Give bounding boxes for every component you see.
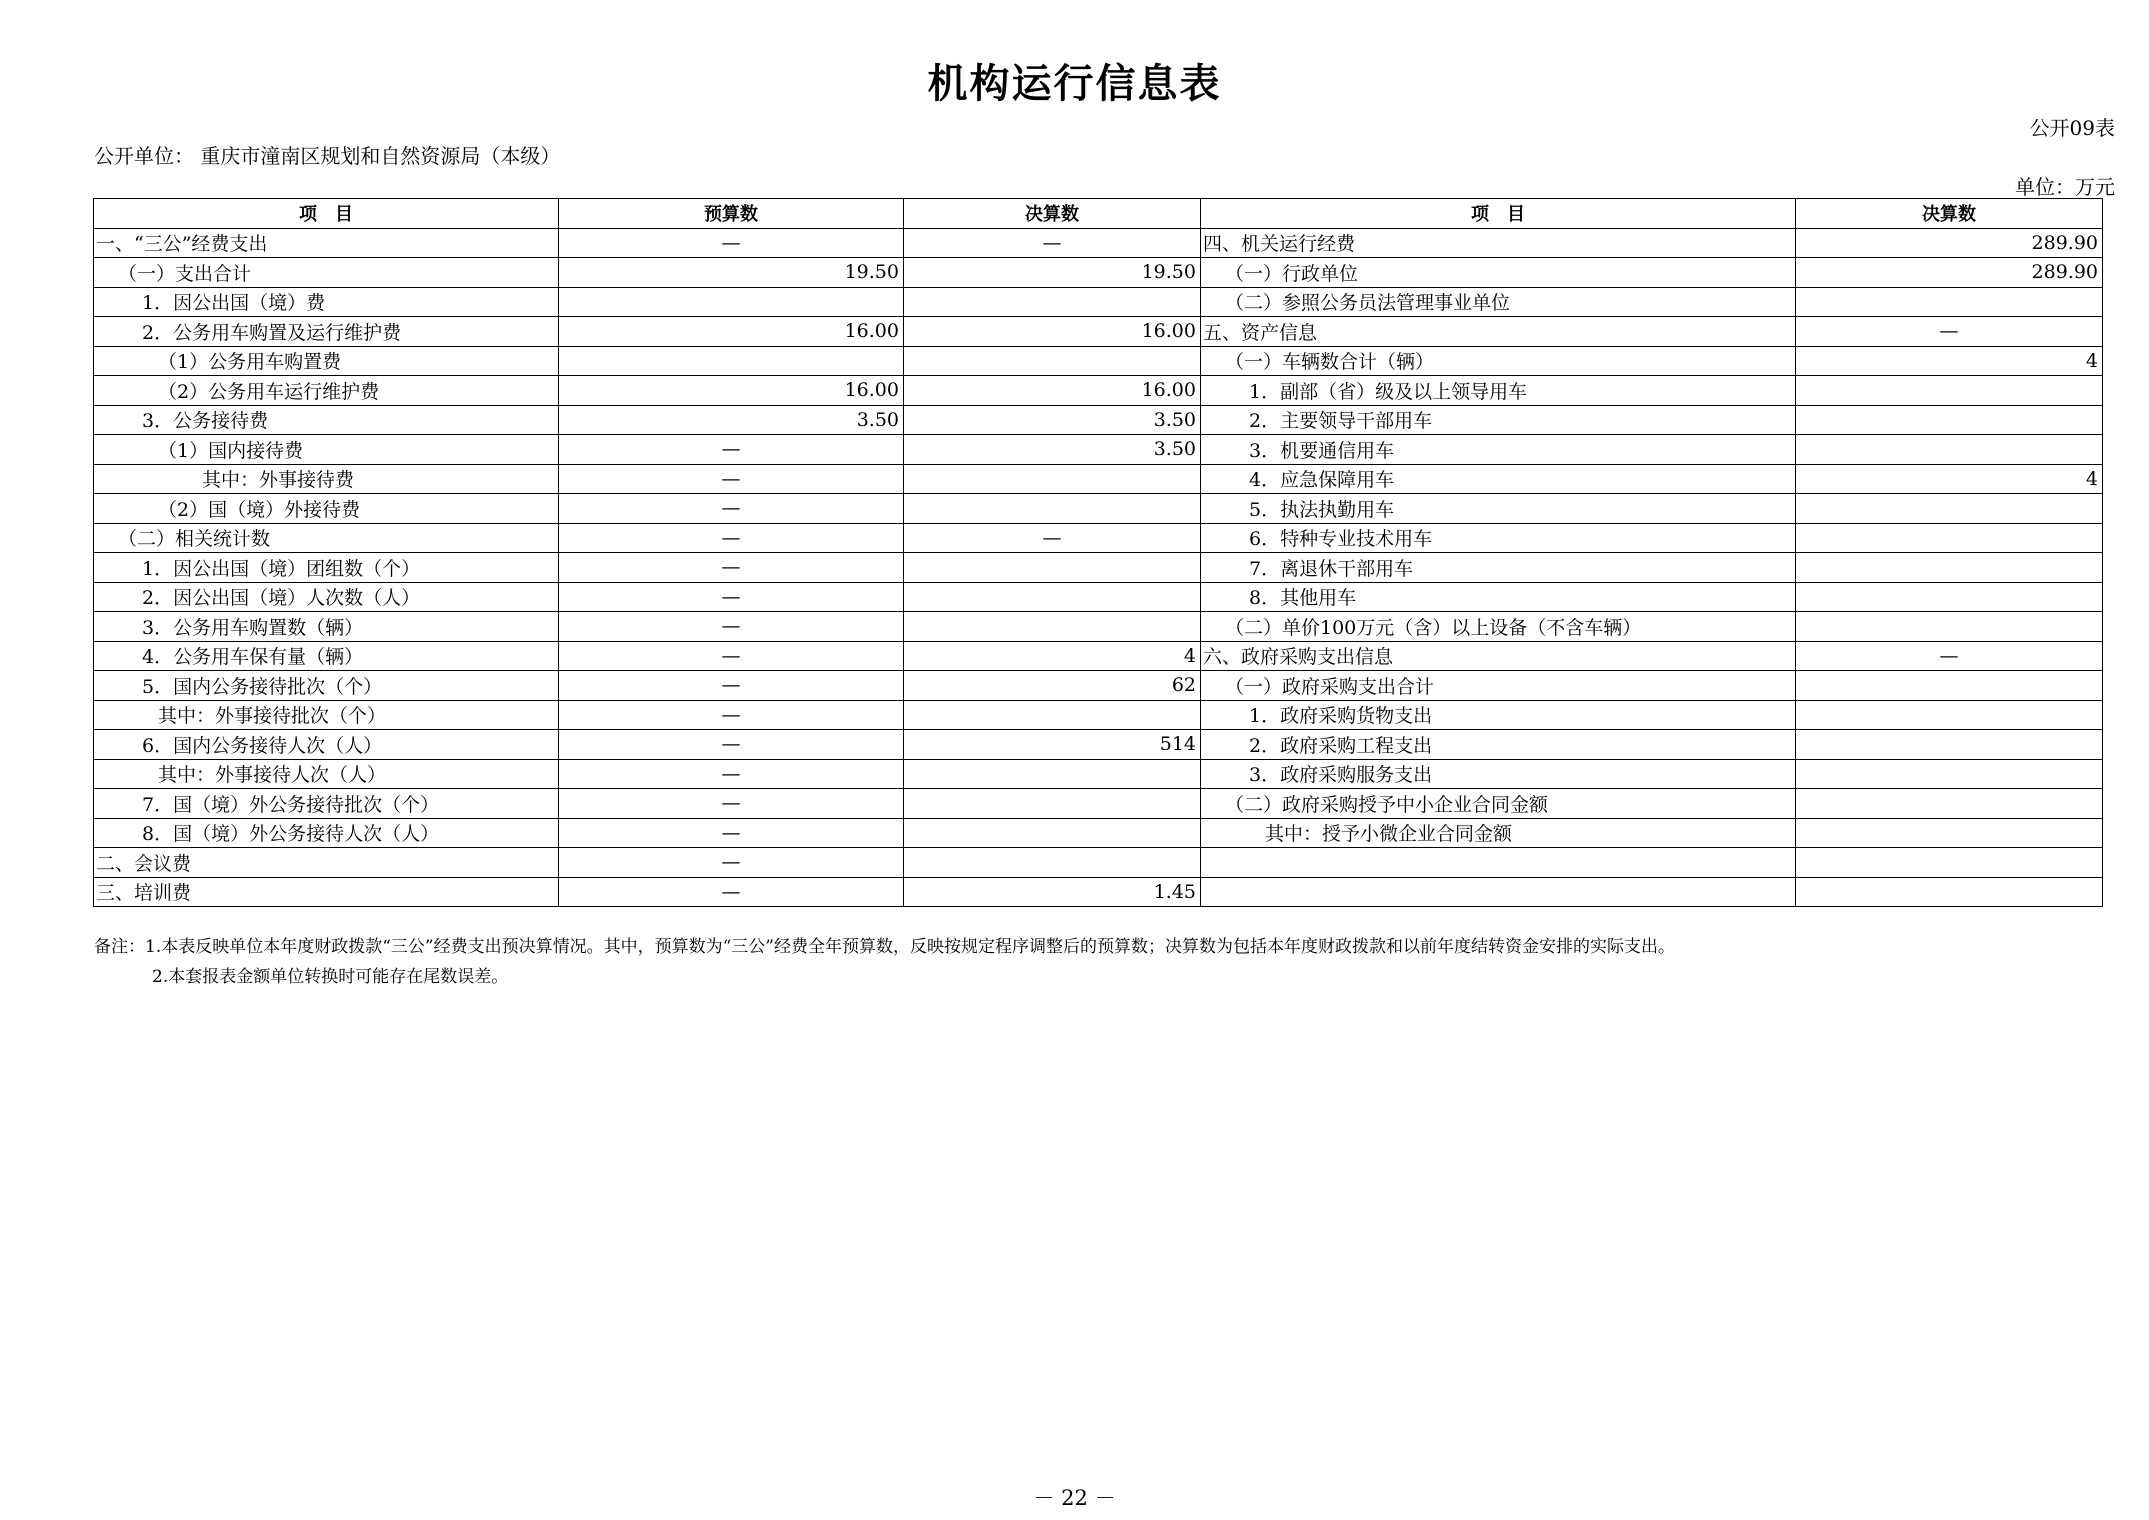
left-item-cell: 1．因公出国（境）团组数（个） <box>94 553 559 583</box>
table-row <box>94 405 2103 435</box>
org-name: 重庆市潼南区规划和自然资源局（本级） <box>200 144 561 168</box>
left-final-cell: 62 <box>904 671 1201 701</box>
left-final-cell <box>904 848 1201 878</box>
table-row <box>94 848 2103 878</box>
right-item-cell: 1．副部（省）级及以上领导用车 <box>1201 376 1796 406</box>
left-budget-cell: — <box>559 612 904 642</box>
right-item-cell: 3．机要通信用车 <box>1201 435 1796 465</box>
right-item-cell: （一）车辆数合计（辆） <box>1201 346 1796 376</box>
currency-unit: 单位：万元 <box>2015 175 2115 199</box>
header-left-item: 项 目 <box>94 199 559 229</box>
table-row <box>94 435 2103 465</box>
left-item-cell: 7．国（境）外公务接待批次（个） <box>94 789 559 819</box>
left-budget-cell: — <box>559 435 904 465</box>
left-budget-cell: 16.00 <box>559 317 904 347</box>
table-row <box>94 317 2103 347</box>
right-item-cell: （一）行政单位 <box>1201 258 1796 288</box>
table-row <box>94 287 2103 317</box>
left-final-cell: 16.00 <box>904 376 1201 406</box>
left-final-cell: 3.50 <box>904 435 1201 465</box>
right-final-cell <box>1796 848 2103 878</box>
right-item-cell: 6．特种专业技术用车 <box>1201 523 1796 553</box>
left-budget-cell: — <box>559 582 904 612</box>
header-right-item: 项 目 <box>1201 199 1796 229</box>
right-final-cell <box>1796 523 2103 553</box>
left-final-cell <box>904 818 1201 848</box>
table-row <box>94 464 2103 494</box>
left-final-cell <box>904 700 1201 730</box>
right-final-cell <box>1796 759 2103 789</box>
left-final-cell <box>904 789 1201 819</box>
right-final-cell: 289.90 <box>1796 228 2103 258</box>
left-item-cell: 3．公务接待费 <box>94 405 559 435</box>
right-final-cell <box>1796 877 2103 907</box>
left-final-cell: 19.50 <box>904 258 1201 288</box>
left-budget-cell: — <box>559 759 904 789</box>
header-left-final: 决算数 <box>904 199 1201 229</box>
right-item-cell: 5．执法执勤用车 <box>1201 494 1796 524</box>
right-item-cell: 2．政府采购工程支出 <box>1201 730 1796 760</box>
left-item-cell: 2．公务用车购置及运行维护费 <box>94 317 559 347</box>
page-title: 机构运行信息表 <box>927 61 1222 107</box>
left-final-cell <box>904 287 1201 317</box>
table-row <box>94 671 2103 701</box>
left-item-cell: （2）公务用车运行维护费 <box>94 376 559 406</box>
right-item-cell <box>1201 877 1796 907</box>
right-item-cell: （二）单价100万元（含）以上设备（不含车辆） <box>1201 612 1796 642</box>
note-2: 2.本套报表金额单位转换时可能存在尾数误差。 <box>152 967 509 987</box>
left-final-cell: 16.00 <box>904 317 1201 347</box>
left-budget-cell: 19.50 <box>559 258 904 288</box>
left-item-cell: 4．公务用车保有量（辆） <box>94 641 559 671</box>
left-item-cell: 3．公务用车购置数（辆） <box>94 612 559 642</box>
form-number: 公开09表 <box>2029 116 2115 140</box>
left-final-cell <box>904 553 1201 583</box>
right-final-cell <box>1796 435 2103 465</box>
right-item-cell: 8．其他用车 <box>1201 582 1796 612</box>
right-final-cell: — <box>1796 317 2103 347</box>
table-row <box>94 759 2103 789</box>
left-budget-cell <box>559 346 904 376</box>
right-final-cell <box>1796 612 2103 642</box>
left-final-cell: 3.50 <box>904 405 1201 435</box>
right-final-cell: 289.90 <box>1796 258 2103 288</box>
right-final-cell <box>1796 494 2103 524</box>
right-final-cell <box>1796 818 2103 848</box>
left-final-cell: 1.45 <box>904 877 1201 907</box>
left-budget-cell: — <box>559 641 904 671</box>
left-item-cell: 5．国内公务接待批次（个） <box>94 671 559 701</box>
left-item-cell: 6．国内公务接待人次（人） <box>94 730 559 760</box>
left-budget-cell: — <box>559 671 904 701</box>
table-row <box>94 789 2103 819</box>
left-item-cell: 其中：外事接待人次（人） <box>94 759 559 789</box>
left-item-cell: 一、“三公”经费支出 <box>94 228 559 258</box>
left-item-cell: 1．因公出国（境）费 <box>94 287 559 317</box>
table-body <box>94 228 2103 907</box>
right-item-cell <box>1201 848 1796 878</box>
table-row <box>94 523 2103 553</box>
left-item-cell: （一）支出合计 <box>94 258 559 288</box>
right-final-cell <box>1796 789 2103 819</box>
page-number: － 22 － <box>1033 1486 1116 1510</box>
right-item-cell: （二）参照公务员法管理事业单位 <box>1201 287 1796 317</box>
left-item-cell: （二）相关统计数 <box>94 523 559 553</box>
info-table <box>93 198 2103 907</box>
note-1: 备注：1.本表反映单位本年度财政拨款“三公”经费支出预决算情况。其中，预算数为“三公”经费全年预算数，反映按规定程序调整后的预算数；决算数为包括本年度财政拨款和以前年度结转资金安排的实际支出。 <box>94 937 1675 957</box>
right-final-cell <box>1796 730 2103 760</box>
left-budget-cell: — <box>559 553 904 583</box>
left-final-cell: 514 <box>904 730 1201 760</box>
right-final-cell <box>1796 553 2103 583</box>
right-final-cell <box>1796 582 2103 612</box>
left-final-cell <box>904 346 1201 376</box>
left-budget-cell <box>559 287 904 317</box>
right-item-cell: 其中：授予小微企业合同金额 <box>1201 818 1796 848</box>
left-item-cell: （1）国内接待费 <box>94 435 559 465</box>
left-final-cell: — <box>904 228 1201 258</box>
left-budget-cell: — <box>559 700 904 730</box>
right-item-cell: 2．主要领导干部用车 <box>1201 405 1796 435</box>
table-row <box>94 818 2103 848</box>
table-row <box>94 228 2103 258</box>
left-budget-cell: — <box>559 789 904 819</box>
table-row <box>94 730 2103 760</box>
right-item-cell: 4．应急保障用车 <box>1201 464 1796 494</box>
left-final-cell <box>904 759 1201 789</box>
right-final-cell: 4 <box>1796 346 2103 376</box>
left-budget-cell: — <box>559 523 904 553</box>
left-item-cell: （2）国（境）外接待费 <box>94 494 559 524</box>
org-label: 公开单位： <box>94 144 194 168</box>
right-final-cell <box>1796 287 2103 317</box>
notes <box>94 932 1675 992</box>
left-budget-cell: — <box>559 464 904 494</box>
left-budget-cell: — <box>559 818 904 848</box>
left-final-cell <box>904 612 1201 642</box>
right-item-cell: （一）政府采购支出合计 <box>1201 671 1796 701</box>
table-row <box>94 258 2103 288</box>
right-item-cell: 四、机关运行经费 <box>1201 228 1796 258</box>
left-final-cell: — <box>904 523 1201 553</box>
left-item-cell: 其中：外事接待费 <box>94 464 559 494</box>
left-final-cell <box>904 464 1201 494</box>
right-item-cell: 六、政府采购支出信息 <box>1201 641 1796 671</box>
table-row <box>94 494 2103 524</box>
right-final-cell: 4 <box>1796 464 2103 494</box>
left-budget-cell: 3.50 <box>559 405 904 435</box>
right-item-cell: 五、资产信息 <box>1201 317 1796 347</box>
table-row <box>94 376 2103 406</box>
publishing-unit <box>94 142 564 171</box>
right-final-cell <box>1796 376 2103 406</box>
table-row <box>94 641 2103 671</box>
left-budget-cell: 16.00 <box>559 376 904 406</box>
left-budget-cell: — <box>559 228 904 258</box>
left-final-cell: 4 <box>904 641 1201 671</box>
left-budget-cell: — <box>559 848 904 878</box>
left-budget-cell: — <box>559 494 904 524</box>
right-final-cell <box>1796 405 2103 435</box>
table-row <box>94 700 2103 730</box>
left-item-cell: （1）公务用车购置费 <box>94 346 559 376</box>
left-item-cell: 2．因公出国（境）人次数（人） <box>94 582 559 612</box>
left-final-cell <box>904 494 1201 524</box>
right-final-cell: — <box>1796 641 2103 671</box>
table-row <box>94 346 2103 376</box>
right-item-cell: 3．政府采购服务支出 <box>1201 759 1796 789</box>
left-budget-cell: — <box>559 730 904 760</box>
header-right-final: 决算数 <box>1796 199 2103 229</box>
left-item-cell: 其中：外事接待批次（个） <box>94 700 559 730</box>
left-item-cell: 三、培训费 <box>94 877 559 907</box>
right-item-cell: 1．政府采购货物支出 <box>1201 700 1796 730</box>
right-final-cell <box>1796 671 2103 701</box>
left-budget-cell: — <box>559 877 904 907</box>
table-row <box>94 612 2103 642</box>
table-row <box>94 877 2103 907</box>
left-item-cell: 二、会议费 <box>94 848 559 878</box>
right-item-cell: （二）政府采购授予中小企业合同金额 <box>1201 789 1796 819</box>
left-final-cell <box>904 582 1201 612</box>
left-item-cell: 8．国（境）外公务接待人次（人） <box>94 818 559 848</box>
table-header-row <box>94 199 2103 229</box>
table-row <box>94 582 2103 612</box>
table-row <box>94 553 2103 583</box>
right-final-cell <box>1796 700 2103 730</box>
right-item-cell: 7．离退休干部用车 <box>1201 553 1796 583</box>
header-left-budget: 预算数 <box>559 199 904 229</box>
